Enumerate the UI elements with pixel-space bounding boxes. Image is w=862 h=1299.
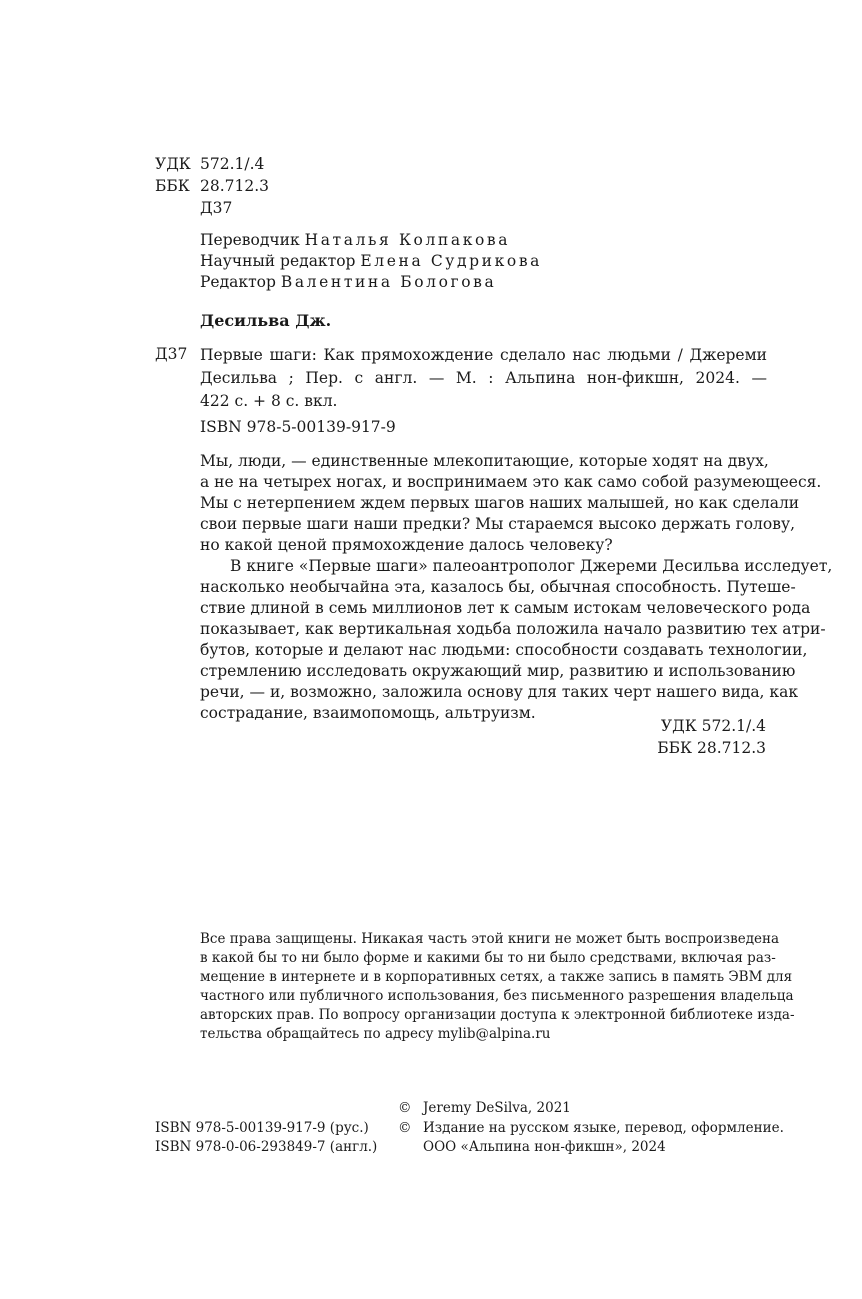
copyright-line-2: Издание на русском языке, перевод, оформление.	[423, 1120, 784, 1136]
annotation-line: Мы с нетерпением ждем первых шагов наших малышей, но как сделали	[200, 494, 800, 512]
credit-role: Редактор	[200, 273, 276, 291]
udk-value: 572.1/.4	[200, 155, 265, 173]
bbk-value: 28.712.3	[200, 177, 270, 195]
annotation-line: речи, — и, возможно, заложила основу для таких черт нашего вида, как	[200, 683, 799, 701]
rights-line: авторских прав. По вопросу организации доступа к электронной библиотеке изда-	[200, 1007, 795, 1023]
isbn-rus: ISBN 978-5-00139-917-9 (рус.)	[155, 1120, 369, 1136]
annotation-line: бутов, которые и делают нас людьми: способности создавать технологии,	[200, 641, 808, 659]
udk-footer: УДК 572.1/.4	[660, 717, 766, 735]
annotation-line: стремлению исследовать окружающий мир, развитию и использованию	[200, 662, 796, 680]
rights-line: в какой бы то ни было форме и какими бы то ни было средствами, включая раз-	[200, 950, 776, 966]
credit-role: Переводчик	[200, 231, 300, 249]
annotation-line: сострадание, взаимопомощь, альтруизм.	[200, 704, 536, 722]
bbk-footer: ББК 28.712.3	[657, 739, 766, 757]
bib-line: Первые шаги: Как прямохождение сделало нас людьми / Джереми	[200, 346, 767, 364]
catalog-mark: Д37	[155, 345, 188, 363]
credit-science-editor	[200, 252, 542, 270]
credit-name: Валентина Бологова	[280, 273, 497, 291]
rights-line: Все права защищены. Никакая часть этой книги не может быть воспроизведена	[200, 931, 780, 947]
copyright-symbol: ©	[398, 1100, 412, 1116]
bbk-label: ББК	[155, 177, 190, 195]
isbn-line: ISBN 978-5-00139-917-9	[200, 418, 396, 436]
copyright-symbol: ©	[398, 1120, 412, 1136]
credit-role: Научный редактор	[200, 252, 356, 270]
author-heading: Десильва Дж.	[200, 311, 332, 330]
bib-line: 422 с. + 8 с. вкл.	[200, 392, 338, 410]
author-mark: Д37	[200, 199, 233, 217]
annotation-line: насколько необычайна эта, казалось бы, обычная способность. Путеше-	[200, 578, 796, 596]
annotation-line: но какой ценой прямохождение далось человеку?	[200, 536, 613, 554]
copyright-line-3: ООО «Альпина нон-фикшн», 2024	[423, 1139, 666, 1155]
annotation-line: Мы, люди, — единственные млекопитающие, которые ходят на двух,	[200, 452, 769, 470]
credit-name: Елена Судрикова	[360, 252, 542, 270]
annotation-line: В книге «Первые шаги» палеоантрополог Джереми Десильва исследует,	[230, 557, 833, 575]
annotation-line: а не на четырех ногах, и воспринимаем это как само собой разумеющееся.	[200, 473, 822, 491]
credit-name: Наталья Колпакова	[304, 231, 511, 249]
annotation-line: свои первые шаги наши предки? Мы стараемся высоко держать голову,	[200, 515, 795, 533]
isbn-eng: ISBN 978-0-06-293849-7 (англ.)	[155, 1139, 378, 1155]
bib-line: Десильва ; Пер. с англ. — М. : Альпина нон-фикшн, 2024. —	[200, 369, 767, 387]
udk-label: УДК	[155, 155, 191, 173]
credit-editor	[200, 273, 496, 291]
annotation-line: показывает, как вертикальная ходьба положила начало развитию тех атри-	[200, 620, 826, 638]
rights-line: частного или публичного использования, без письменного разрешения владельца	[200, 988, 794, 1004]
rights-line: мещение в интернете и в корпоративных сетях, а также запись в память ЭВМ для	[200, 969, 793, 985]
credit-translator	[200, 231, 510, 249]
copyright-line-1: Jeremy DeSilva, 2021	[423, 1100, 571, 1116]
rights-line: тельства обращайтесь по адресу mylib@alpina.ru	[200, 1026, 551, 1042]
annotation-line: ствие длиной в семь миллионов лет к самым истокам человеческого рода	[200, 599, 811, 617]
